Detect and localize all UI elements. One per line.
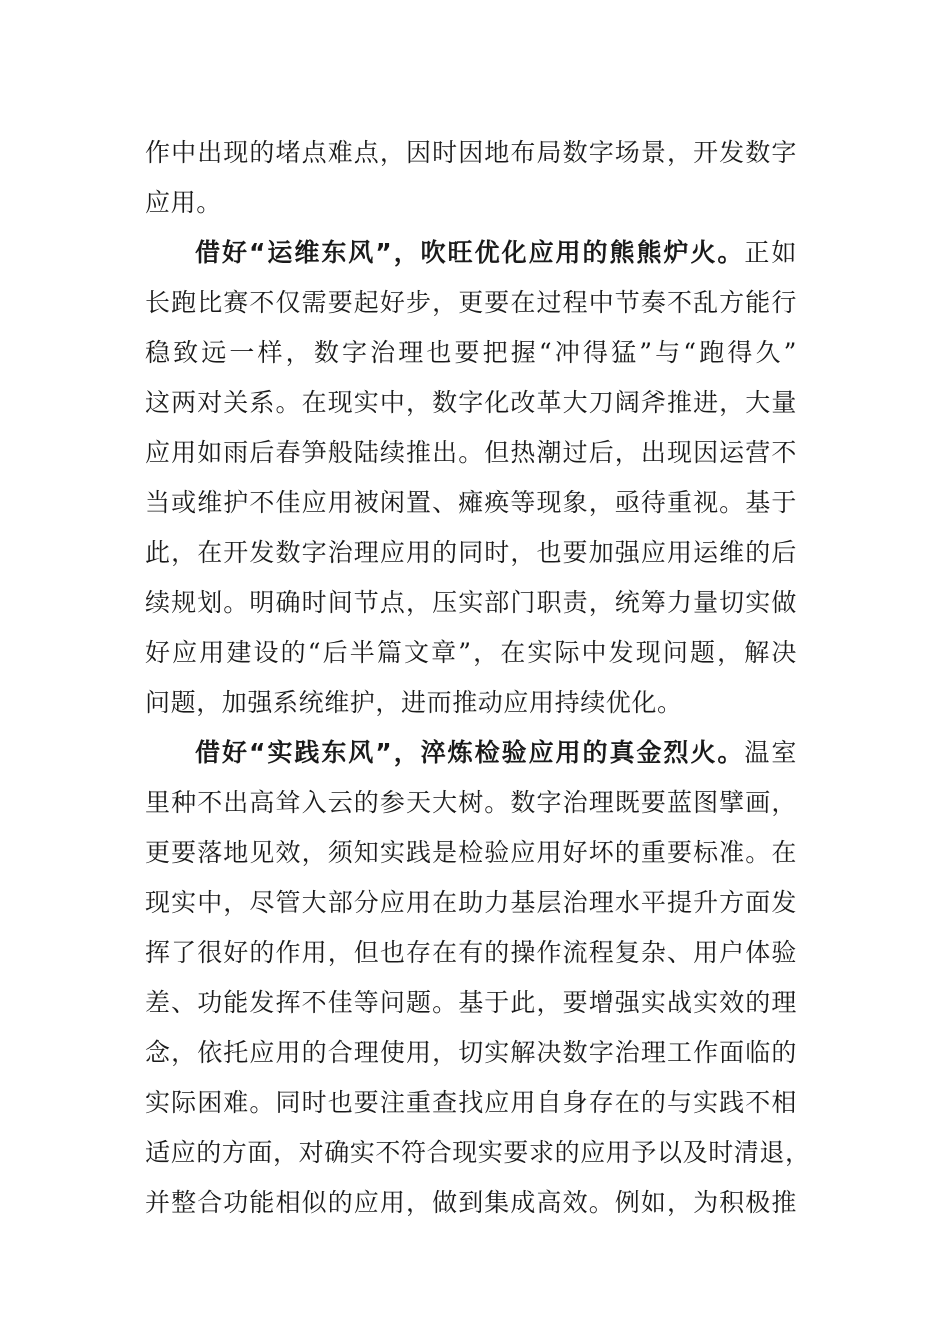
text-line: 并整合功能相似的应用，做到集成高效。例如，为积极推 [145, 1188, 797, 1217]
paragraph-first-line [145, 228, 797, 278]
text-line: 挥了很好的作用，但也存在有的操作流程复杂、用户体验 [145, 938, 797, 967]
text-line: 念，依托应用的合理使用，切实解决数字治理工作面临的 [145, 1038, 797, 1067]
text-line: 作中出现的堵点难点，因时因地布局数字场景，开发数字 [145, 138, 797, 167]
text-line: 稳致远一样，数字治理也要把握“冲得猛”与“跑得久” [145, 338, 797, 367]
paragraph-first-line [145, 728, 797, 778]
paragraph-heading: 借好“运维东风”，吹旺优化应用的熊熊炉火。 [195, 238, 745, 267]
body-text [145, 128, 811, 1228]
text-line: 里种不出高耸入云的参天大树。数字治理既要蓝图擘画， [145, 788, 797, 817]
text-run: 温室 [744, 738, 798, 767]
text-line: 好应用建设的“后半篇文章”，在实际中发现问题，解决 [145, 638, 797, 667]
text-run: 正如 [744, 238, 798, 267]
text-line: 差、功能发挥不佳等问题。基于此，要增强实战实效的理 [145, 988, 797, 1017]
paragraph-2 [145, 228, 797, 728]
text-line: 此，在开发数字治理应用的同时，也要加强应用运维的后 [145, 538, 797, 567]
text-line: 续规划。明确时间节点，压实部门职责，统筹力量切实做 [145, 588, 797, 617]
text-line: 当或维护不佳应用被闲置、瘫痪等现象，亟待重视。基于 [145, 488, 797, 517]
text-line: 这两对关系。在现实中，数字化改革大刀阔斧推进，大量 [145, 388, 797, 417]
text-line: 长跑比赛不仅需要起好步，更要在过程中节奏不乱方能行 [145, 288, 797, 317]
paragraph-1 [145, 128, 797, 228]
paragraph-heading: 借好“实践东风”，淬炼检验应用的真金烈火。 [195, 738, 745, 767]
text-line: 应用如雨后春笋般陆续推出。但热潮过后，出现因运营不 [145, 438, 797, 467]
paragraph-3 [145, 728, 811, 1228]
text-line: 应用。 [145, 188, 222, 217]
text-line: 更要落地见效，须知实践是检验应用好坏的重要标准。在 [145, 838, 797, 867]
text-line: 实际困难。同时也要注重查找应用自身存在的与实践不相 [145, 1088, 797, 1117]
text-line: 适应的方面，对确实不符合现实要求的应用予以及时清退， [145, 1138, 811, 1167]
text-line: 问题，加强系统维护，进而推动应用持续优化。 [145, 688, 683, 717]
text-line: 现实中，尽管大部分应用在助力基层治理水平提升方面发 [145, 888, 797, 917]
